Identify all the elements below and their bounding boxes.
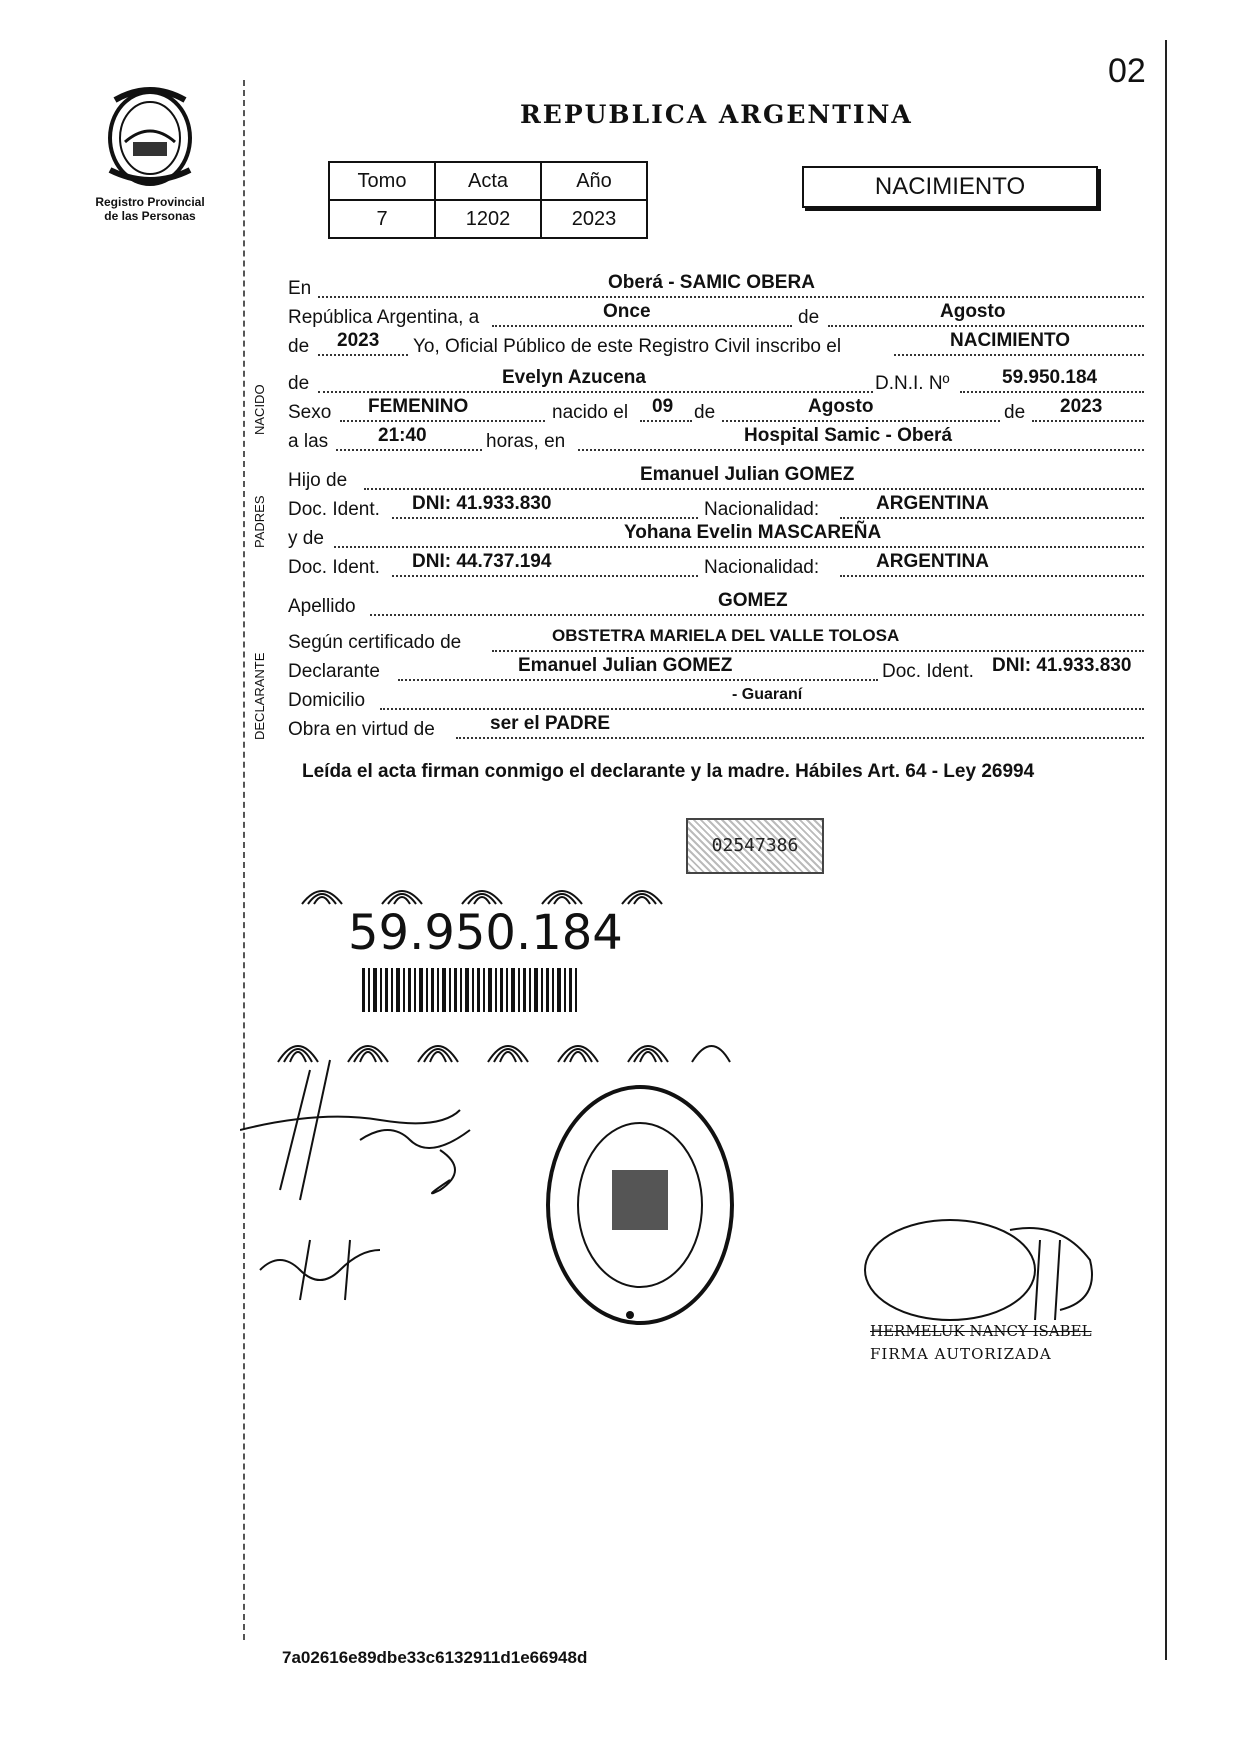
dots: [722, 420, 1000, 422]
label-dni: D.N.I. Nº: [875, 373, 950, 394]
dots: [392, 517, 698, 519]
label-a-las: a las: [288, 431, 329, 452]
dots: [336, 449, 482, 451]
barcode-icon: [362, 968, 582, 1012]
dots: [318, 354, 408, 356]
logo-caption-2: de las Personas: [104, 209, 196, 223]
value-lugar: Oberá - SAMIC OBERA: [608, 272, 815, 293]
label-de-nombre: de: [288, 373, 310, 394]
dots: [364, 488, 1144, 490]
dots: [318, 391, 873, 393]
label-declarante: Declarante: [288, 661, 380, 682]
value-mes: Agosto: [940, 301, 1006, 322]
label-de3: de: [1004, 402, 1026, 423]
dots: [492, 325, 792, 327]
label-republica: República Argentina, a: [288, 307, 480, 328]
value-certificado: OBSTETRA MARIELA DEL VALLE TOLOSA: [552, 626, 900, 645]
declarant-signature-icon: [240, 1050, 500, 1210]
value-apellido: GOMEZ: [718, 590, 788, 611]
label-doc2: Doc. Ident.: [288, 557, 380, 578]
value-dni: 59.950.184: [1002, 367, 1098, 388]
document-type-badge: NACIMIENTO: [802, 166, 1098, 208]
dots: [370, 614, 1144, 616]
value-nac-mes: Agosto: [808, 396, 874, 417]
right-margin-line: [1165, 40, 1167, 1660]
value-madre-doc: DNI: 44.737.194: [412, 551, 552, 572]
dots: [392, 575, 698, 577]
dots: [380, 708, 1144, 710]
value-acto: NACIMIENTO: [950, 330, 1070, 351]
value-lugar-nac: Hospital Samic - Oberá: [744, 425, 953, 446]
authorized-label: FIRMA AUTORIZADA: [870, 1345, 1052, 1363]
dots: [318, 296, 1144, 298]
dots: [840, 517, 1144, 519]
dots: [340, 420, 545, 422]
value-dia: Once: [603, 301, 651, 322]
value-obra: ser el PADRE: [490, 713, 611, 734]
dots: [492, 650, 1144, 652]
security-strip-top-icon: [272, 876, 722, 906]
side-label-declarante: DECLARANTE: [252, 652, 267, 740]
province-logo: [85, 80, 215, 240]
value-madre-nac: ARGENTINA: [876, 551, 989, 572]
mother-signature-icon: [250, 1230, 390, 1310]
tomo-value: 7: [329, 200, 435, 238]
label-domicilio: Domicilio: [288, 690, 366, 711]
stamp-code: 02547386: [686, 818, 824, 874]
value-anio: 2023: [337, 330, 380, 351]
label-y-de: y de: [288, 528, 324, 549]
authorized-signature-icon: [860, 1210, 1120, 1330]
acta-header: Acta: [435, 162, 541, 200]
dots: [640, 420, 692, 422]
page-title: REPUBLICA ARGENTINA: [520, 100, 913, 129]
label-nac2: Nacionalidad:: [704, 557, 820, 578]
label-sexo: Sexo: [288, 402, 332, 423]
dots: [398, 679, 878, 681]
dots: [894, 354, 1144, 356]
tomo-header: Tomo: [329, 162, 435, 200]
acta-value: 1202: [435, 200, 541, 238]
label-segun: Según certificado de: [288, 632, 462, 653]
dots: [828, 325, 1144, 327]
legal-text: Leída el acta firman conmigo el declarante y la madre. Hábiles Art. 64 - Ley 26994: [302, 761, 1035, 782]
value-padre-nac: ARGENTINA: [876, 493, 989, 514]
side-label-padres: PADRES: [252, 495, 267, 548]
label-nacido: nacido el: [552, 402, 629, 423]
value-declarante-doc: DNI: 41.933.830: [992, 655, 1132, 676]
label-hijo: Hijo de: [288, 470, 348, 491]
label-obra: Obra en virtud de: [288, 719, 435, 740]
value-madre: Yohana Evelin MASCAREÑA: [624, 522, 882, 543]
anio-value: 2023: [541, 200, 647, 238]
label-doc3: Doc. Ident.: [882, 661, 974, 682]
side-label-nacido: NACIDO: [252, 384, 267, 435]
value-padre-doc: DNI: 41.933.830: [412, 493, 552, 514]
label-en: En: [288, 278, 312, 299]
label-horas: horas, en: [486, 431, 566, 452]
value-nac-dia: 09: [652, 396, 674, 417]
anio-header: Año: [541, 162, 647, 200]
id-number-large: 59.950.184: [348, 905, 623, 961]
logo-caption-1: Registro Provincial: [95, 195, 205, 209]
value-sexo: FEMENINO: [368, 396, 469, 417]
misiones-crest-icon: [95, 80, 205, 190]
value-nombre: Evelyn Azucena: [502, 367, 646, 388]
dots: [1032, 420, 1144, 422]
label-de2: de: [694, 402, 716, 423]
page-number: 02: [1108, 52, 1146, 90]
value-declarante: Emanuel Julian GOMEZ: [518, 655, 733, 676]
dots: [840, 575, 1144, 577]
value-nac-anio: 2023: [1060, 396, 1103, 417]
left-margin-dashes: [243, 80, 245, 1640]
label-de-mes: de: [798, 307, 820, 328]
document-hash: 7a02616e89dbe33c6132911d1e66948d: [282, 1648, 588, 1667]
authorized-name: HERMELUK NANCY ISABEL: [870, 1322, 1092, 1340]
label-yo: Yo, Oficial Público de este Registro Civil inscribo el: [413, 336, 842, 357]
official-seal-icon: [540, 1080, 740, 1330]
label-apellido: Apellido: [288, 596, 356, 617]
label-de-anio: de: [288, 336, 310, 357]
label-doc1: Doc. Ident.: [288, 499, 380, 520]
dots: [960, 391, 1144, 393]
value-hora: 21:40: [378, 425, 427, 446]
dots: [456, 737, 1144, 739]
label-nac1: Nacionalidad:: [704, 499, 820, 520]
value-domicilio: - Guaraní: [732, 686, 803, 703]
dots: [578, 449, 1144, 451]
value-padre: Emanuel Julian GOMEZ: [640, 464, 855, 485]
registry-table: [328, 161, 648, 239]
dots: [334, 546, 1144, 548]
